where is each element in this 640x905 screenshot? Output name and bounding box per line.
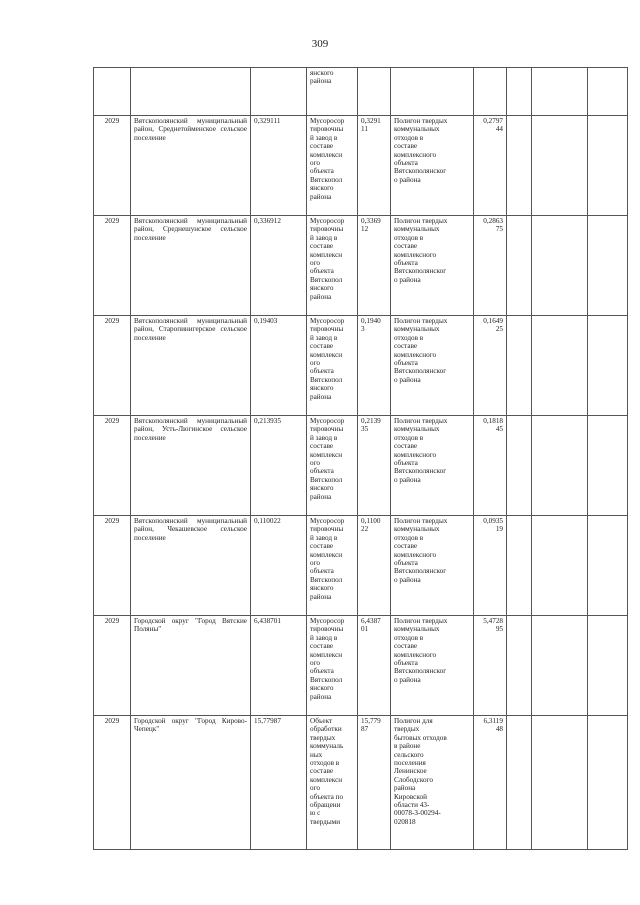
table-row [94, 516, 628, 616]
cell-empty [588, 216, 628, 316]
cell-empty [532, 416, 588, 516]
cell-volume-processed [358, 216, 391, 316]
cell-district [131, 416, 251, 516]
cell-processing-facility [307, 116, 358, 216]
cell-year-text: 2029 [104, 117, 120, 125]
cell-volume-processed-text: 0,3369 12 [361, 217, 381, 234]
cell-empty [532, 716, 588, 850]
cell-volume-processed-text: 0,3291 11 [361, 117, 381, 134]
cell-processing-facility-text: Мусоросор тировочны й завод в составе комплексн ого объекта Вятскопол янского района [310, 217, 345, 301]
cell-year [94, 116, 131, 216]
cell-disposal-facility-text: Полигон твердых коммунальных отходов в составе комплексного объекта Вятскополянског о района [394, 517, 448, 584]
cell-volume-disposed [474, 416, 507, 516]
cell-volume-generated-text: 6,438701 [254, 617, 281, 625]
cell-district-text: Вятскополянский муниципальный район, Старопинигерское сельское поселение [134, 317, 247, 342]
cell-facility [307, 68, 358, 116]
cell-empty [507, 616, 532, 716]
cell-volume-processed-text: 0,1940 3 [361, 317, 381, 334]
table-row [94, 716, 628, 850]
cell-year [94, 416, 131, 516]
cell-disposal-facility [391, 616, 474, 716]
cell-volume-disposed-text: 5,4728 95 [483, 617, 503, 634]
cell-volume-generated [251, 416, 307, 516]
cell-empty [588, 716, 628, 850]
cell-volume-generated [251, 516, 307, 616]
cell-volume-generated-text: 0,329111 [254, 117, 281, 125]
cell-empty [474, 68, 507, 116]
cell-volume-disposed [474, 116, 507, 216]
cell-empty [251, 68, 307, 116]
cell-volume-processed-text: 15,779 87 [361, 717, 381, 734]
page-number: 309 [311, 38, 329, 50]
cell-district [131, 316, 251, 416]
cell-volume-generated-text: 0,336912 [254, 217, 281, 225]
cell-disposal-facility-text: Полигон твердых коммунальных отходов в составе комплексного объекта Вятскополянског о района [394, 117, 448, 184]
cell-district-text: Городской округ "Город Кирово-Чепецк" [134, 717, 247, 734]
cell-empty [507, 68, 532, 116]
cell-volume-disposed-text: 0,1649 25 [483, 317, 503, 334]
cell-processing-facility-text: Мусоросор тировочны й завод в составе комплексн ого объекта Вятскопол янского района [310, 117, 345, 201]
cell-district [131, 516, 251, 616]
cell-disposal-facility [391, 216, 474, 316]
cell-empty [358, 68, 391, 116]
cell-empty [507, 216, 532, 316]
cell-processing-facility [307, 616, 358, 716]
table-row [94, 616, 628, 716]
cell-disposal-facility-text: Полигон твердых коммунальных отходов в составе комплексного объекта Вятскополянског о района [394, 317, 448, 384]
cell-volume-disposed [474, 616, 507, 716]
cell-volume-generated [251, 216, 307, 316]
cell-disposal-facility-text: Полигон твердых коммунальных отходов в составе комплексного объекта Вятскополянског о района [394, 417, 448, 484]
cell-volume-generated [251, 316, 307, 416]
cell-year [94, 716, 131, 850]
cell-district-text: Городской округ "Город Вятские Поляны" [134, 617, 247, 634]
cell-processing-facility [307, 216, 358, 316]
cell-volume-disposed-text: 0,0935 19 [483, 517, 503, 534]
cell-processing-facility-text: Мусоросор тировочны й завод в составе комплексн ого объекта Вятскопол янского района [310, 317, 345, 401]
cell-empty [588, 68, 628, 116]
cell-volume-processed-text: 0,2139 35 [361, 417, 381, 434]
cell-district-text: Вятскополянский муниципальный район, Чекашевское сельское поселение [134, 517, 247, 542]
cell-volume-processed [358, 616, 391, 716]
cell-volume-disposed-text: 0,2797 44 [483, 117, 503, 134]
cell-year [94, 216, 131, 316]
cell-district-text: Вятскополянский муниципальный район, Среднетойменское сельское поселение [134, 117, 247, 142]
cell-year-text: 2029 [104, 317, 120, 325]
cell-volume-processed [358, 416, 391, 516]
cell-volume-disposed [474, 516, 507, 616]
cell-district-text: Вятскополянский муниципальный район, Усть-Люгинское сельское поселение [134, 417, 247, 442]
cell-empty [507, 716, 532, 850]
cell-district [131, 216, 251, 316]
cell-district [131, 616, 251, 716]
cell-year-text: 2029 [104, 417, 120, 425]
cell-volume-processed [358, 716, 391, 850]
cell-volume-generated-text: 0,110022 [254, 517, 281, 525]
cell-empty [507, 416, 532, 516]
cell-empty [131, 68, 251, 116]
cell-volume-processed [358, 516, 391, 616]
cell-volume-disposed [474, 716, 507, 850]
cell-empty [391, 68, 474, 116]
cell-processing-facility-text: Мусоросор тировочны й завод в составе комплексн ого объекта Вятскопол янского района [310, 417, 345, 501]
facility-text: янского района [310, 69, 334, 86]
cell-year [94, 616, 131, 716]
cell-disposal-facility [391, 116, 474, 216]
table-row-continuation [94, 68, 628, 116]
cell-processing-facility [307, 316, 358, 416]
cell-volume-generated-text: 0,213935 [254, 417, 281, 425]
cell-empty [532, 216, 588, 316]
cell-volume-processed-text: 0,1100 22 [361, 517, 381, 534]
cell-empty [532, 516, 588, 616]
cell-disposal-facility [391, 716, 474, 850]
cell-disposal-facility [391, 516, 474, 616]
cell-volume-processed [358, 316, 391, 416]
cell-empty [588, 316, 628, 416]
cell-volume-disposed [474, 316, 507, 416]
cell-year [94, 316, 131, 416]
cell-year-text: 2029 [104, 217, 120, 225]
cell-volume-disposed-text: 0,2863 75 [483, 217, 503, 234]
cell-processing-facility-text: Мусоросор тировочны й завод в составе комплексн ого объекта Вятскопол янского района [310, 617, 345, 701]
cell-volume-disposed-text: 0,1818 45 [483, 417, 503, 434]
table-row [94, 316, 628, 416]
cell-volume-processed-text: 6,4387 01 [361, 617, 381, 634]
cell-district-text: Вятскополянский муниципальный район, Среднешунское сельское поселение [134, 217, 247, 242]
cell-district [131, 116, 251, 216]
cell-empty [94, 68, 131, 116]
cell-year-text: 2029 [104, 717, 120, 725]
cell-volume-generated [251, 616, 307, 716]
cell-empty [588, 416, 628, 516]
cell-disposal-facility [391, 416, 474, 516]
cell-volume-generated [251, 716, 307, 850]
cell-disposal-facility [391, 316, 474, 416]
cell-processing-facility [307, 416, 358, 516]
cell-volume-disposed [474, 216, 507, 316]
cell-processing-facility [307, 716, 358, 850]
cell-empty [507, 516, 532, 616]
cell-empty [532, 616, 588, 716]
cell-district [131, 716, 251, 850]
cell-empty [507, 316, 532, 416]
cell-disposal-facility-text: Полигон твердых коммунальных отходов в составе комплексного объекта Вятскополянског о района [394, 617, 448, 684]
cell-volume-disposed-text: 6,3119 48 [483, 717, 503, 734]
waste-flow-table [93, 67, 628, 850]
cell-volume-generated-text: 15,77987 [254, 717, 281, 725]
cell-empty [532, 316, 588, 416]
table-row [94, 116, 628, 216]
cell-empty [588, 516, 628, 616]
cell-processing-facility [307, 516, 358, 616]
cell-volume-generated [251, 116, 307, 216]
table-row [94, 216, 628, 316]
cell-empty [588, 616, 628, 716]
cell-year [94, 516, 131, 616]
cell-empty [507, 116, 532, 216]
cell-empty [532, 68, 588, 116]
table-row [94, 416, 628, 516]
cell-year-text: 2029 [104, 517, 120, 525]
cell-disposal-facility-text: Полигон для твердых бытовых отходов в районе сельского поселения Ленинское Слободского района Кировской области 43- 00078-З-00294- 020818 [394, 717, 447, 826]
cell-volume-generated-text: 0,19403 [254, 317, 278, 325]
cell-disposal-facility-text: Полигон твердых коммунальных отходов в составе комплексного объекта Вятскополянског о района [394, 217, 448, 284]
cell-year-text: 2029 [104, 617, 120, 625]
cell-processing-facility-text: Мусоросор тировочны й завод в составе комплексн ого объекта Вятскопол янского района [310, 517, 345, 601]
cell-processing-facility-text: Объект обработки твердых коммуналь ных отходов в составе комплексн ого объекта по обращени ю с твердыми [310, 717, 344, 826]
cell-volume-processed [358, 116, 391, 216]
cell-empty [588, 116, 628, 216]
cell-empty [532, 116, 588, 216]
